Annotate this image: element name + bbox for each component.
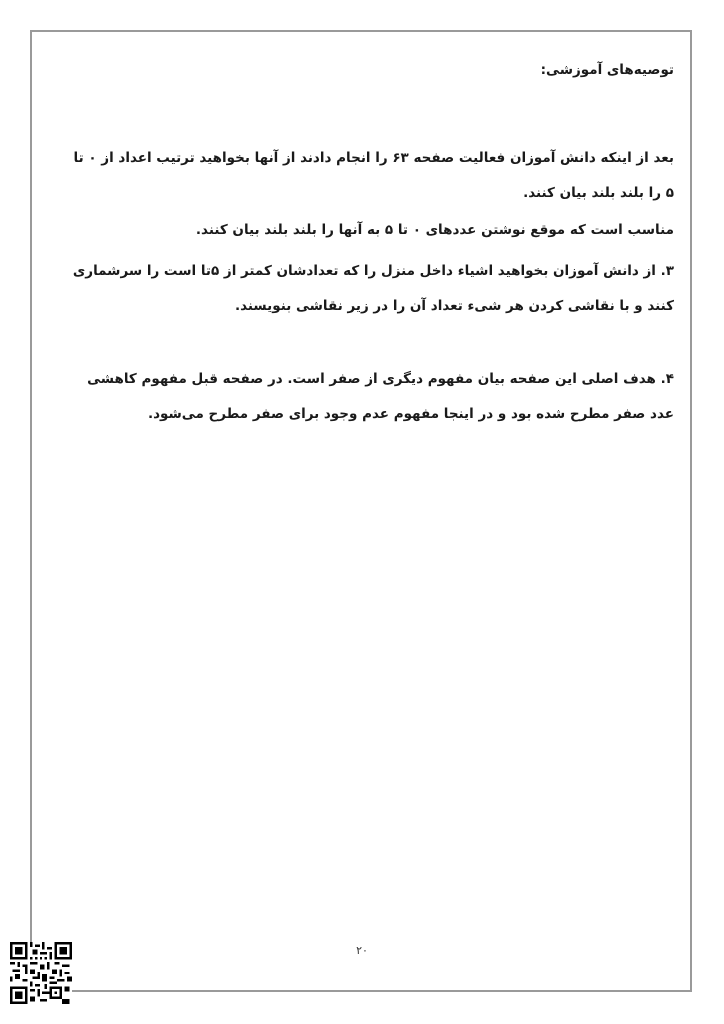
page-number: ۲۰ [356, 944, 368, 957]
paragraph-1: بعد از اینکه دانش آموزان فعالیت صفحه ۶۳ را انجام دادند از آنها بخواهید ترتیب اعداد از ۰ تا ۵ را بلند بلند بیان کنند. [73, 150, 674, 201]
document-body [66, 55, 674, 432]
section-heading: توصیه‌های آموزشی: [540, 62, 674, 78]
qr-code-icon [10, 942, 72, 1004]
paragraph-3: ۳. از دانش آموزان بخواهید اشیاء داخل منزل را که تعدادشان کمتر از ۵تا است را سرشماری کنند و با نقاشی کردن هر شیء تعداد آن را در زیر نقاشی بنویسند. [72, 263, 674, 314]
paragraph-4: ۴. هدف اصلی این صفحه بیان مفهوم دیگری از صفر است. در صفحه قبل مفهوم کاهشی عدد صفر مطرح شده بود و در اینجا مفهوم عدم وجود برای صفر مطرح می‌شود. [87, 371, 674, 422]
paragraph-2: مناسب است که موقع نوشتن عددهای ۰ تا ۵ به آنها را بلند بلند بیان کنند. [195, 222, 674, 238]
